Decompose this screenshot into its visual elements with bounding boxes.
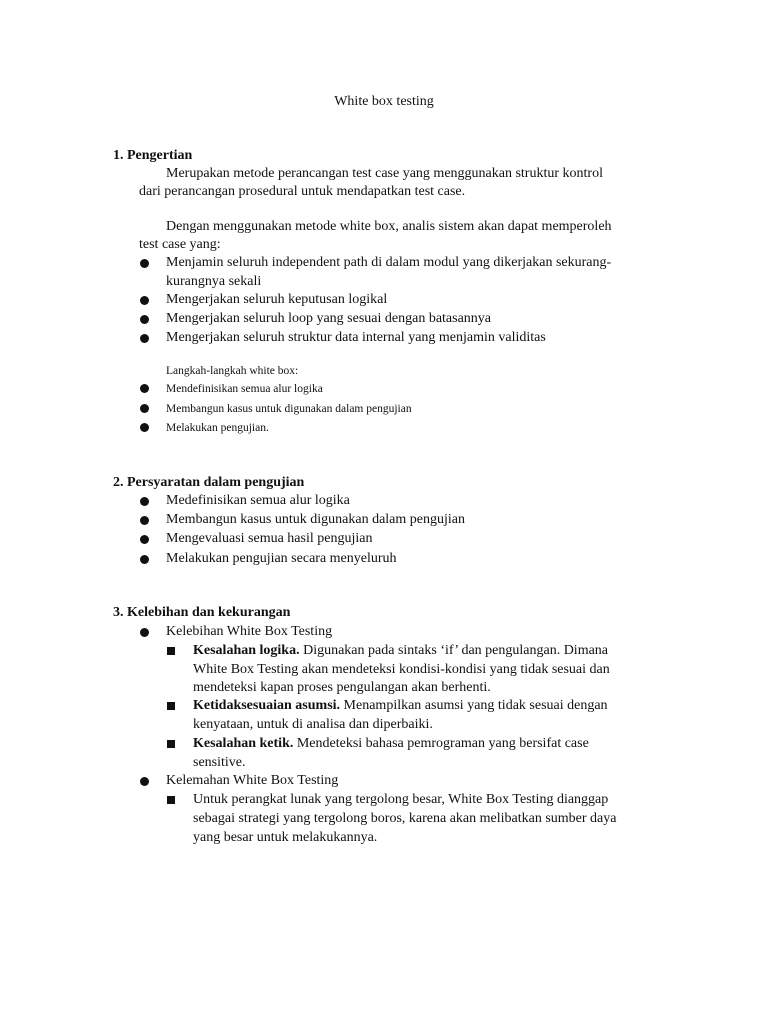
bullet-dot-icon: [140, 259, 149, 268]
bullet-dot-icon: [140, 497, 149, 506]
list-item-continuation: mendeteksi kapan proses pengulangan akan berhenti.: [193, 680, 491, 695]
steps-label: Langkah-langkah white box:: [166, 365, 299, 377]
item-term: Kesalahan ketik.: [193, 736, 294, 751]
list-item: Mengevaluasi semua hasil pengujian: [166, 531, 373, 546]
bullet-dot-icon: [140, 535, 149, 544]
para-2-line-2: test case yang:: [139, 237, 221, 252]
item-term: Kesalahan logika.: [193, 643, 300, 658]
list-item-continuation: yang besar untuk melakukannya.: [193, 830, 378, 845]
list-item-continuation: sensitive.: [193, 755, 246, 770]
para-1-line-1: Merupakan metode perancangan test case yang menggunakan struktur kontrol: [166, 166, 603, 181]
list-item: [193, 643, 608, 659]
bullet-dot-icon: [140, 384, 149, 393]
item-text: Menampilkan asumsi yang tidak sesuai dengan: [340, 698, 608, 713]
bullet-square-icon: [167, 702, 175, 710]
list-item: Medefinisikan semua alur logika: [166, 493, 350, 508]
bullet-square-icon: [167, 647, 175, 655]
kelebihan-label: Kelebihan White Box Testing: [166, 624, 333, 639]
page-title: White box testing: [334, 94, 434, 109]
list-item: Mengerjakan seluruh loop yang sesuai dengan batasannya: [166, 311, 492, 326]
list-item: Membangun kasus untuk digunakan dalam pengujian: [166, 512, 465, 527]
section-3-heading: 3. Kelebihan dan kekurangan: [113, 605, 291, 620]
para-1-line-2: dari perancangan prosedural untuk mendapatkan test case.: [139, 184, 466, 199]
item-text: Digunakan pada sintaks ‘if’ dan pengulangan. Dimana: [299, 643, 609, 658]
bullet-dot-icon: [140, 334, 149, 343]
step-item: Mendefinisikan semua alur logika: [166, 383, 323, 395]
list-item: Menjamin seluruh independent path di dalam modul yang dikerjakan sekurang-: [166, 255, 612, 270]
list-item: Untuk perangkat lunak yang tergolong besar, White Box Testing dianggap: [193, 792, 609, 807]
bullet-dot-icon: [140, 516, 149, 525]
list-item-continuation: White Box Testing akan mendeteksi kondisi-kondisi yang tidak sesuai dan: [193, 662, 610, 677]
bullet-dot-icon: [140, 404, 149, 413]
bullet-square-icon: [167, 740, 175, 748]
kelemahan-label: Kelemahan White Box Testing: [166, 773, 339, 788]
bullet-dot-icon: [140, 555, 149, 564]
bullet-dot-icon: [140, 628, 149, 637]
item-term: Ketidaksesuaian asumsi.: [193, 698, 341, 713]
para-2-line-1: Dengan menggunakan metode white box, analis sistem akan dapat memperoleh: [166, 219, 612, 234]
item-text: Mendeteksi bahasa pemrograman yang bersifat case: [293, 736, 589, 751]
list-item: Mengerjakan seluruh keputusan logikal: [166, 292, 388, 307]
list-item: Mengerjakan seluruh struktur data internal yang menjamin validitas: [166, 330, 546, 345]
list-item-continuation: kenyataan, untuk di analisa dan diperbaiki.: [193, 717, 433, 732]
section-2-heading: 2. Persyaratan dalam pengujian: [113, 475, 305, 490]
step-item: Melakukan pengujian.: [166, 422, 269, 434]
bullet-square-icon: [167, 796, 175, 804]
list-item: [193, 736, 589, 752]
list-item: [193, 698, 608, 714]
bullet-dot-icon: [140, 777, 149, 786]
step-item: Membangun kasus untuk digunakan dalam pengujian: [166, 403, 412, 415]
bullet-dot-icon: [140, 296, 149, 305]
list-item-continuation: kurangnya sekali: [166, 274, 262, 289]
section-1-heading: 1. Pengertian: [113, 148, 193, 163]
bullet-dot-icon: [140, 423, 149, 432]
bullet-dot-icon: [140, 315, 149, 324]
list-item: Melakukan pengujian secara menyeluruh: [166, 551, 397, 566]
list-item-continuation: sebagai strategi yang tergolong boros, karena akan melibatkan sumber daya: [193, 811, 617, 826]
